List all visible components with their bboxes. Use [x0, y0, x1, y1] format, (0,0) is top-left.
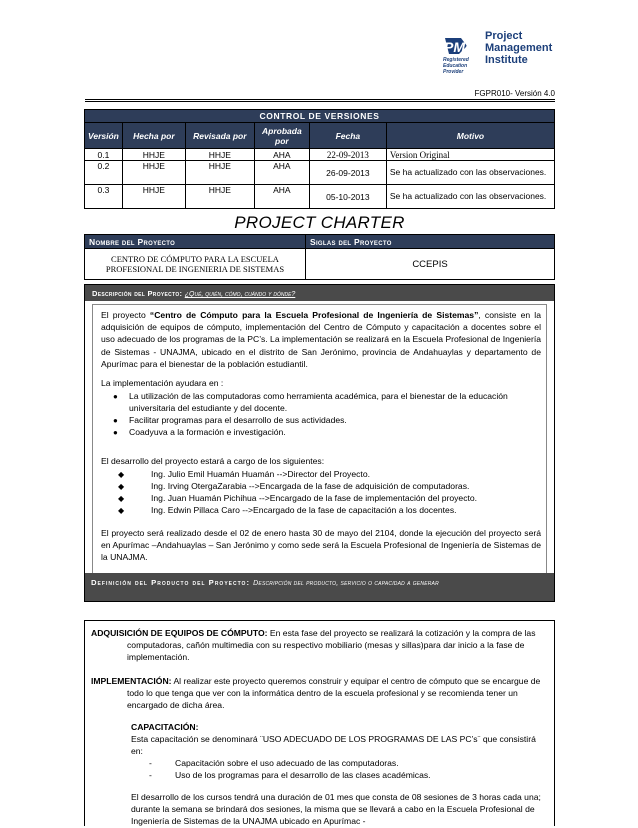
definition-header [85, 573, 554, 601]
page-title: PROJECT CHARTER [234, 213, 405, 232]
definition-label: Definición del Producto del Proyecto: [91, 578, 251, 587]
cell: 05-10-2013 [309, 185, 386, 209]
cell: AHA [254, 149, 309, 161]
acquisition-paragraph [91, 627, 549, 664]
cell: HHJE [122, 161, 185, 185]
project-name-label: Nombre del Proyecto [85, 235, 306, 249]
bullet-icon: ◆ [118, 506, 125, 515]
description-body [92, 304, 547, 576]
project-name-emphasis: “Centro de Cómputo para la Escuela Profesional de Ingeniería de Sistemas” [149, 310, 479, 320]
description-paragraph-1 [101, 309, 541, 370]
description-header [85, 285, 554, 301]
product-definition-body [84, 620, 555, 826]
col-header: Aprobada por [254, 123, 309, 149]
training-item: Uso de los programas para el desarrollo de las clases académicas. [175, 770, 431, 780]
text: , consiste en la adquisición de equipos de cómputo, implementación del Centro de Cómputo y capacitación a docentes sobre el uso adecuado de los programas de la PC’s. La implementación se realizará en la Escuela Profesional de Ingeniería de Sistemas - UNAJMA, ubicado en el distrito de San Jerónimo, provincia de Andahuaylas y departamento de Apurímac para el bienestar de la población estudiantil. [101, 310, 541, 369]
svg-text:Education: Education [443, 63, 468, 69]
table-row [85, 161, 555, 185]
benefit-item: Facilitar programas para el desarrollo de sus actividades. [129, 415, 347, 425]
cell: Se ha actualizado con las observaciones. [386, 161, 554, 185]
project-acronym-value: CCEPIS [306, 249, 555, 280]
col-header: Fecha [309, 123, 386, 149]
description-section [84, 284, 555, 602]
cell: 0.1 [85, 149, 123, 161]
svg-text:Provider: Provider [443, 69, 464, 75]
training-schedule-paragraph: El desarrollo de los cursos tendrá una duración de 01 mes que consta de 08 sesiones de 3 horas cada una; durante la semana se brindará dos sesiones, la misma que se llevará a cabo en la Escuela Profesional de Ingeniería de Sistemas de la UNAJMA ubicado en Apurímac - [131, 792, 541, 827]
team-member: Ing. Juan Huamán Pichihua -->Encargado de la fase de implementación del proyecto. [151, 493, 478, 503]
description-paragraph-3: El desarrollo del proyecto estará a cargo de los siguientes: [101, 456, 325, 466]
svg-text:PMI: PMI [444, 39, 469, 55]
bullet-icon: ● [113, 392, 118, 401]
cell: Version Original [386, 149, 554, 161]
version-table-title: CONTROL DE VERSIONES [85, 110, 555, 123]
implementation-paragraph [91, 675, 549, 712]
table-row [85, 185, 555, 209]
dash-icon: - [149, 758, 152, 768]
implementation-label: IMPLEMENTACIÓN: [91, 676, 172, 686]
col-header: Revisada por [185, 123, 254, 149]
team-member: Ing. Edwin Pillaca Caro -->Encargado de la fase de capacitación a los docentes. [151, 505, 457, 515]
definition-hint: Descripción del producto, servicio o capacidad a generar [253, 580, 439, 587]
cell: HHJE [122, 185, 185, 209]
col-header: Versión [85, 123, 123, 149]
text: Al realizar este proyecto queremos construir y equipar el centro de cómputo que se encargue de todo lo que tenga que ver con la informática dentro de la escuela profesional y se recomienda tener un encargado de dicha área. [127, 676, 541, 711]
cell: HHJE [185, 161, 254, 185]
cell: HHJE [185, 185, 254, 209]
training-item: Capacitación sobre el uso adecuado de las computadoras. [175, 758, 399, 768]
svg-text:Registered: Registered [443, 57, 469, 63]
description-paragraph-2: La implementación ayudara en : [101, 378, 224, 388]
acquisition-label: ADQUISICIÓN DE EQUIPOS DE CÓMPUTO: [91, 628, 268, 638]
logo-line-1: Project [485, 30, 523, 42]
cell: AHA [254, 185, 309, 209]
cell: HHJE [122, 149, 185, 161]
bullet-icon: ● [113, 428, 118, 437]
cell: Se ha actualizado con las observaciones. [386, 185, 554, 209]
benefit-item: La utilización de las computadoras como herramienta académica, para el bienestar de la educación universitaria del estudiante y del docente. [129, 391, 508, 414]
dash-icon: - [149, 770, 152, 780]
pmi-logo-mark-icon [441, 32, 481, 76]
cell: 0.3 [85, 185, 123, 209]
cell: 22-09-2013 [309, 149, 386, 161]
version-control-table [84, 109, 555, 209]
divider [85, 99, 555, 100]
cell: AHA [254, 161, 309, 185]
cell: HHJE [185, 149, 254, 161]
description-hint: ¿Qué, quién, cómo, cuándo y dónde? [184, 291, 296, 298]
bullet-icon: ◆ [118, 470, 125, 479]
pmi-logo [441, 26, 559, 84]
description-paragraph-4: El proyecto será realizado desde el 02 de enero hasta 30 de mayo del 2104, donde la ejecución del proyecto será en Apurímac –Andahuaylas – San Jerónimo y como sede será la Escuela Profesional de Ingeniería de Sistemas de la UNAJMA. [101, 528, 541, 563]
col-header: Motivo [386, 123, 554, 149]
team-member: Ing. Julio Emil Huamán Huamán -->Director del Proyecto. [151, 469, 370, 479]
bullet-icon: ◆ [118, 482, 125, 491]
table-row [85, 149, 555, 161]
text: En esta fase del proyecto se realizará la cotización y la compra de las computadoras, cañón multimedia con su respectivo mobiliario (mesas y sillas)para dar inicio a la fase de implementación. [127, 628, 536, 663]
document-code: FGPR010- Versión 4.0 [474, 89, 555, 98]
project-name-table [84, 234, 555, 280]
bullet-icon: ● [113, 416, 118, 425]
training-paragraph: Esta capacitación se denominará ¨USO ADECUADO DE LOS PROGRAMAS DE LAS PC’s¨ que consistirá en: [131, 734, 536, 757]
project-acronym-label: Siglas del Proyecto [306, 235, 555, 249]
logo-line-3: Institute [485, 54, 528, 66]
bullet-icon: ◆ [118, 494, 125, 503]
divider [85, 101, 555, 102]
team-member: Ing. Irving OtergaZarabia -->Encargada de la fase de adquisición de computadoras. [151, 481, 470, 491]
benefit-item: Coadyuva a la formación e investigación. [129, 427, 286, 437]
description-label: Descripción del Proyecto: [92, 289, 183, 298]
logo-wordmark [485, 30, 552, 66]
logo-line-2: Management [485, 42, 553, 54]
text: El proyecto [101, 310, 150, 320]
training-label: CAPACITACIÓN: [131, 722, 199, 732]
cell: 26-09-2013 [309, 161, 386, 185]
project-name-value: CENTRO DE CÓMPUTO PARA LA ESCUELA PROFESIONAL DE INGENIERIA DE SISTEMAS [85, 249, 306, 280]
col-header: Hecha por [122, 123, 185, 149]
cell: 0.2 [85, 161, 123, 185]
